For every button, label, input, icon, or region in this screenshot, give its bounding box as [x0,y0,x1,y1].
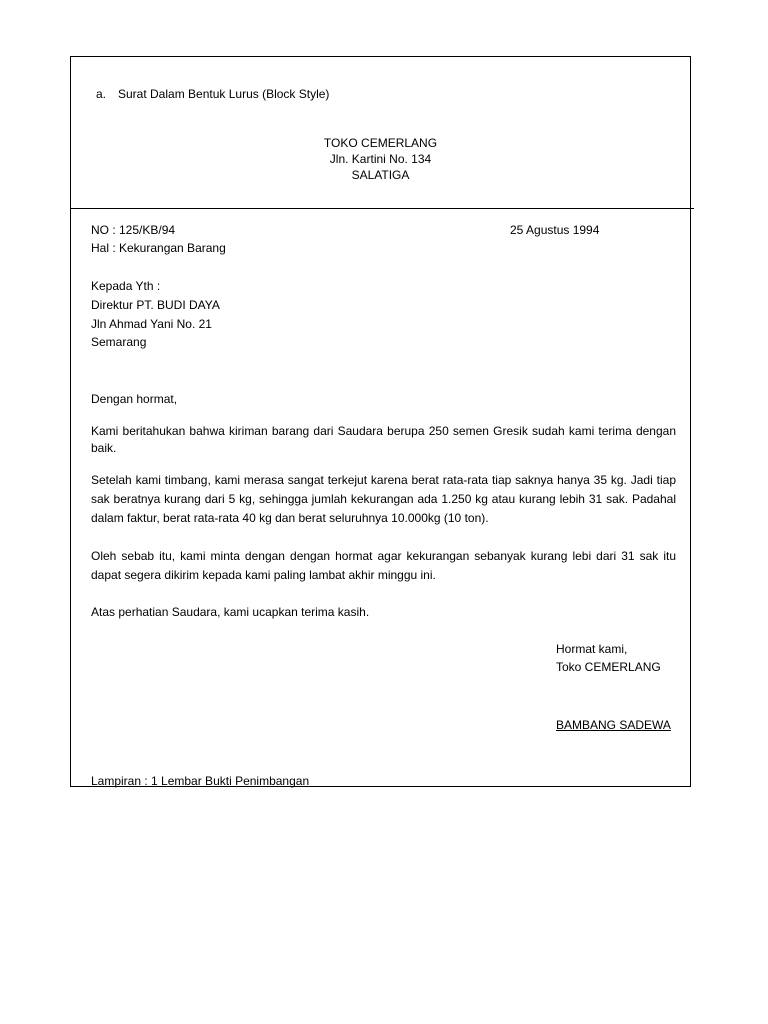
body-paragraph-3: Oleh sebab itu, kami minta dengan dengan hormat agar kekurangan sebanyak kurang lebi dari 31 sak itu dapat segera dikirim kepada kami paling lambat akhir minggu ini. [91,549,676,582]
body-paragraph-2: Setelah kami timbang, kami merasa sangat terkejut karena berat rata-rata tiap saknya hanya 35 kg. Jadi tiap sak beratnya kurang dari 5 kg, sehingga jumlah kekurangan ada 1.250 kg atau kurang lebih 31 sak. Padahal dalam faktur, berat rata-rata 40 kg dan berat seluruhnya 10.000kg (10 ton). [91,473,676,525]
recipient-street: Jln Ahmad Yani No. 21 [91,317,212,331]
recipient-name: Direktur PT. BUDI DAYA [91,298,220,312]
section-heading [96,86,329,102]
signatory-name: BAMBANG SADEWA [556,718,671,732]
letter-subject: Hal : Kekurangan Barang [91,241,226,255]
letterhead-city: SALATIGA [351,168,410,182]
closing-company: Toko CEMERLANG [556,660,661,674]
letterhead-company: TOKO CEMERLANG [323,136,438,150]
letterhead-divider [70,208,694,209]
body-paragraph-4: Atas perhatian Saudara, kami ucapkan terima kasih. [91,605,370,619]
closing-regards: Hormat kami, [556,642,628,656]
list-marker: a. [96,87,107,101]
section-title: Surat Dalam Bentuk Lurus (Block Style) [118,87,330,101]
attachment-note: Lampiran : 1 Lembar Bukti Penimbangan [91,774,310,788]
letter-number: NO : 125/KB/94 [91,223,176,237]
letter-date: 25 Agustus 1994 [510,223,600,237]
recipient-greeting: Kepada Yth : [91,279,161,293]
recipient-city: Semarang [91,335,147,349]
letterhead [70,135,691,183]
letterhead-address: Jln. Kartini No. 134 [329,152,432,166]
body-paragraph-1: Kami beritahukan bahwa kiriman barang dari Saudara berupa 250 semen Gresik sudah kami terima dengan baik. [91,424,676,455]
salutation: Dengan hormat, [91,392,178,406]
